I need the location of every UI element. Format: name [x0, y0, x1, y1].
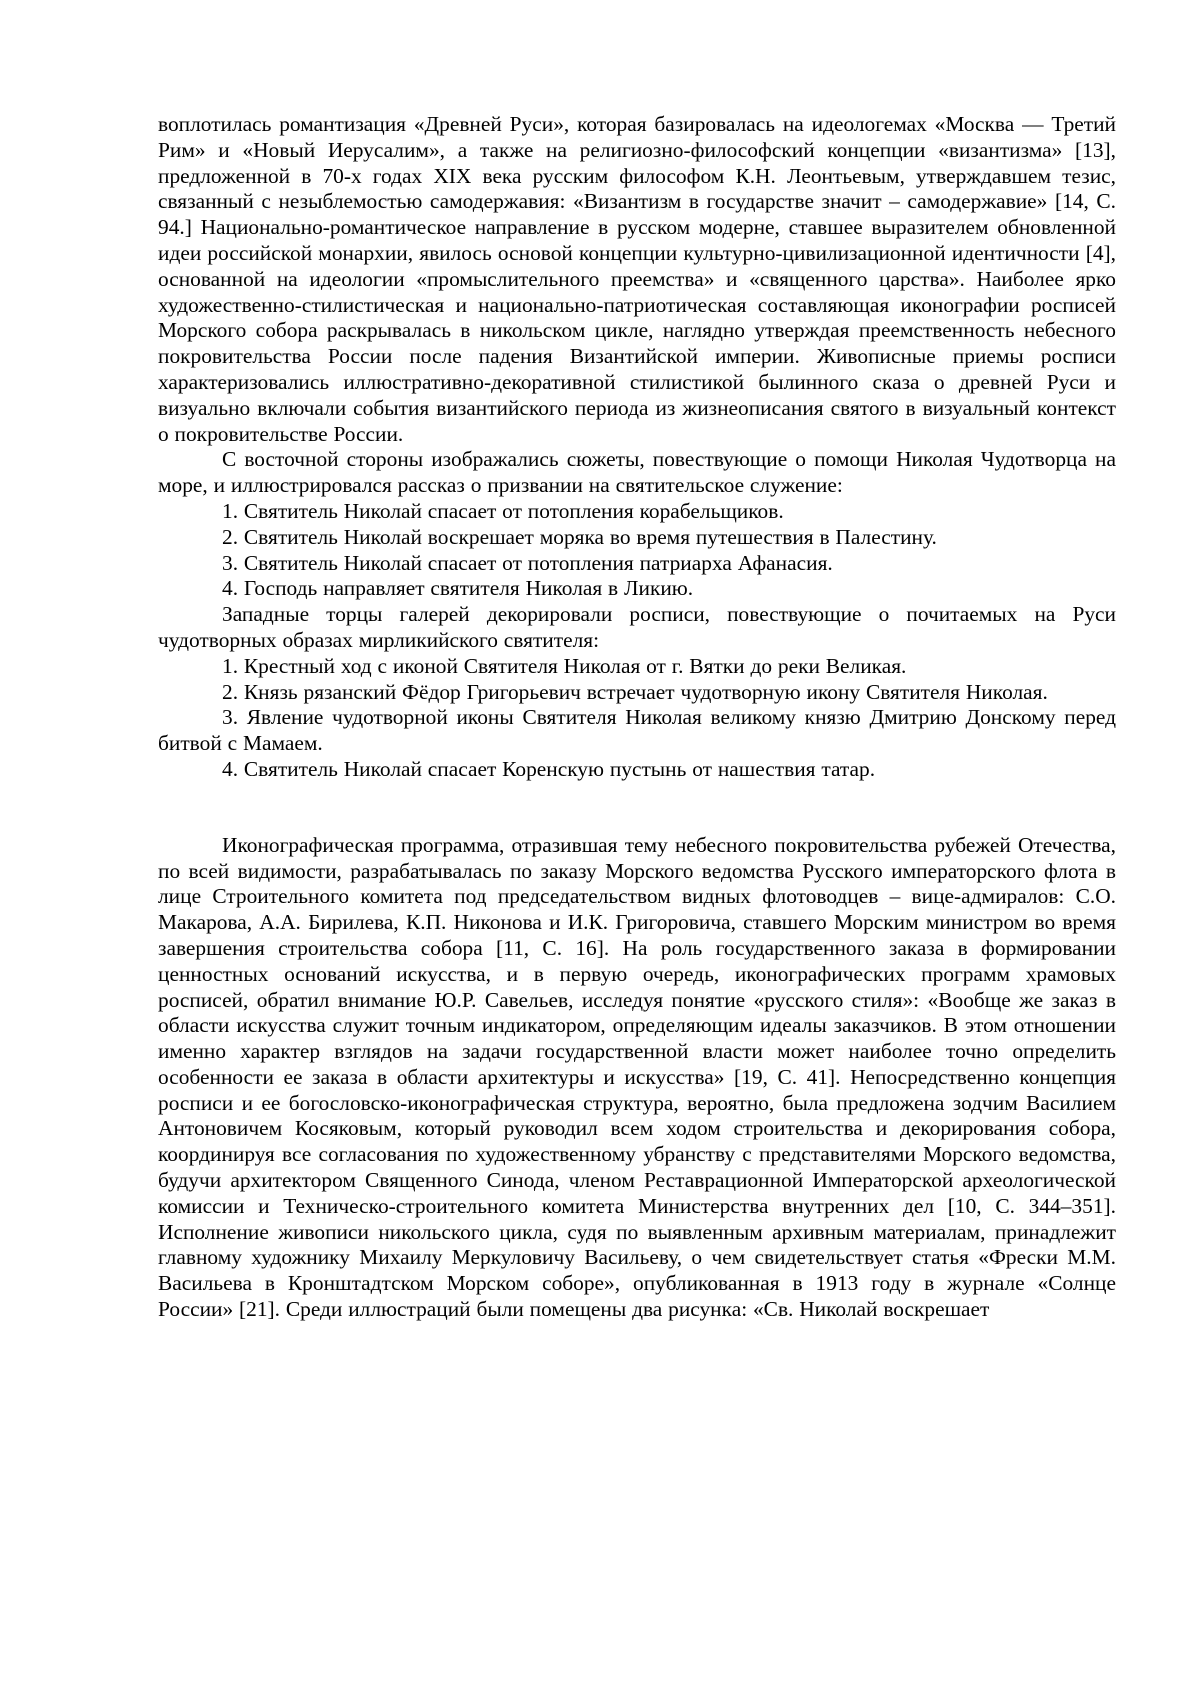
paragraph: С восточной стороны изображались сюжеты, повествующие о помощи Николая Чудотворца на море, и иллюстрировался рассказ о призвании на святительское служение:: [158, 447, 1116, 498]
paragraph: Иконографическая программа, отразившая тему небесного покровительства рубежей Отечества, по всей видимости, разрабатывалась по заказу Морского ведомства Русского императорского флота в лице Строительного комитета под председательством видных флотоводцев – вице-адмиралов: С.О. Макарова, А.А. Бирилева, К.П. Никонова и И.К. Григоровича, ставшего Морским министром во время завершения строительства собора [11, С. 16]. На роль государственного заказа в формировании ценностных оснований искусства, и в первую очередь, иконографических программ храмовых росписей, обратил внимание Ю.Р. Савельев, исследуя понятие «русского стиля»: «Вообще же заказ в области искусства служит точным индикатором, определяющим идеалы заказчиков. В этом отношении именно характер взглядов на задачи государственной власти может наиболее точно определить особенности ее заказа в области архитектуры и искусства» [19, С. 41]. Непосредственно концепция росписи и ее богословско-иконографическая структура, вероятно, была предложена зодчим Василием Антоновичем Косяковым, который руководил всем ходом строительства и декорирования собора, координируя все согласования по художественному убранству с представителями Морского ведомства, будучи архитектором Священного Синода, членом Реставрационной Императорской археологической комиссии и Техническо-строительного комитета Министерства внутренних дел [10, С. 344–351]. Исполнение живописи никольского цикла, судя по выявленным архивным материалам, принадлежит главному художнику Михаилу Меркуловичу Васильеву, о чем свидетельствует статья «Фрески М.М. Васильева в Кронштадтском Морском соборе», опубликованная в 1913 году в журнале «Солнце России» [21]. Среди иллюстраций были помещены два рисунка: «Св. Николай воскрешает: [158, 832, 1116, 1322]
list-item: 2. Святитель Николай воскрешает моряка во время путешествия в Палестину.: [222, 524, 937, 549]
list-item: 1. Святитель Николай спасает от потопления корабельщиков.: [222, 498, 784, 523]
list-item: 3. Святитель Николай спасает от потопления патриарха Афанасия.: [222, 550, 833, 575]
list-item: 2. Князь рязанский Фёдор Григорьевич встречает чудотворную икону Святителя Николая.: [222, 679, 1048, 704]
paragraph: воплотилась романтизация «Древней Руси», которая базировалась на идеологемах «Москва — Третий Рим» и «Новый Иерусалим», а также на религиозно-философский концепции «византизма» [13], предложенной в 70-х годах XIX века русским философом К.Н. Леонтьевым, утверждавшем тезис, связанный с незыблемостью самодержавия: «Византизм в государстве значит – самодержавие» [14, С. 94.] Национально-романтическое направление в русском модерне, ставшее выразителем обновленной идеи российской монархии, явилось основой концепции культурно-цивилизационной идентичности [4], основанной на идеологии «промыслительного преемства» и «священного царства». Наиболее ярко художественно-стилистическая и национально-патриотическая составляющая иконографии росписей Морского собора раскрывалась в никольском цикле, наглядно утверждая преемственность небесного покровительства России после падения Византийской империи. Живописные приемы росписи характеризовались иллюстративно-декоративной стилистикой былинного сказа о древней Руси и визуально включали события византийского периода из жизнеописания святого в визуальный контекст о покровительстве России.: [158, 112, 1116, 446]
paragraph: Западные торцы галерей декорировали росписи, повествующие о почитаемых на Руси чудотворных образах мирликийского святителя:: [158, 602, 1116, 652]
list-item: 4. Святитель Николай спасает Коренскую пустынь от нашествия татар.: [222, 756, 876, 781]
list-item: 4. Господь направляет святителя Николая в Ликию.: [222, 576, 694, 601]
list-item: 3. Явление чудотворной иконы Святителя Николая великому князю Дмитрию Донскому перед битвой с Мамаем.: [158, 705, 1116, 756]
list-item: 1. Крестный ход с иконой Святителя Николая от г. Вятки до реки Великая.: [222, 653, 907, 678]
paragraph-spacer: [158, 783, 1116, 833]
